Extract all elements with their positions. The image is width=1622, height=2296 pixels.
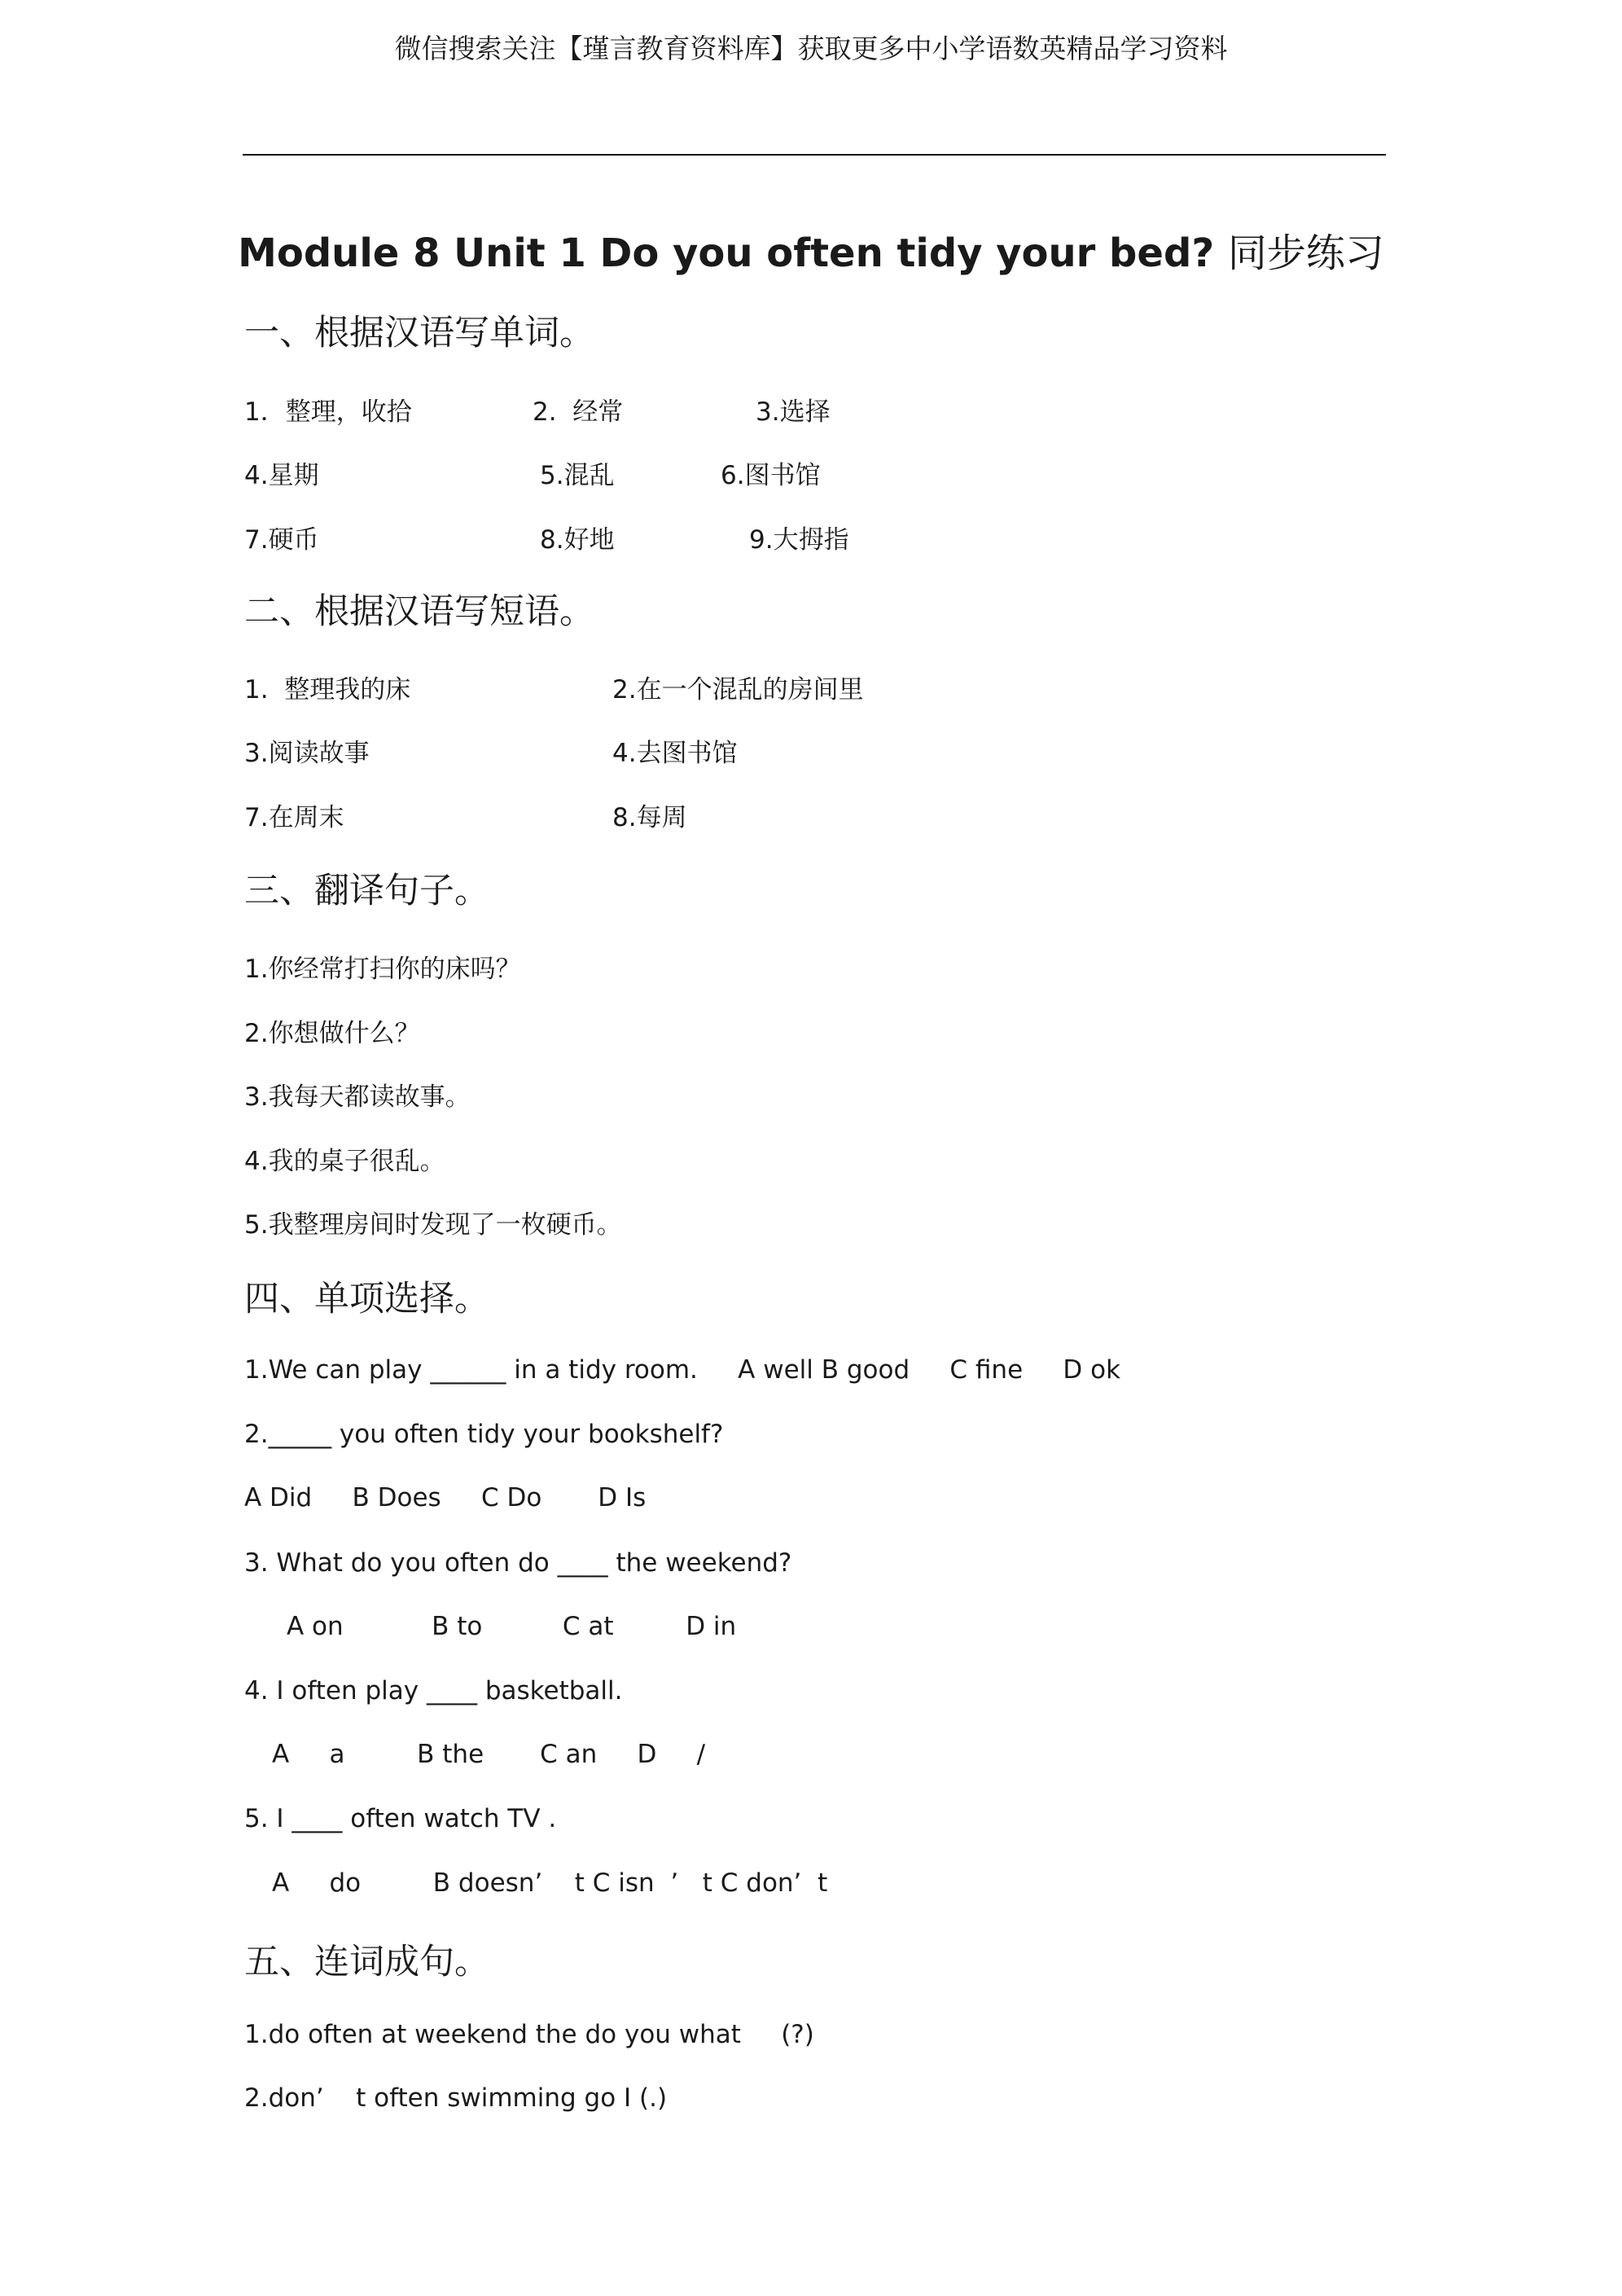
- s4-line-9: A do B doesn’ t C isn ’ t C don’ t: [272, 1868, 828, 1898]
- s1-item-9: 9.大拇指: [749, 525, 849, 555]
- s1-item-2: 2. 经常: [533, 397, 624, 427]
- s2-item-4: 4.去图书馆: [612, 739, 738, 768]
- section-2-heading: 二、根据汉语写短语。: [244, 591, 594, 632]
- section-5-heading: 五、连词成句。: [244, 1942, 489, 1982]
- s1-item-4: 4.星期: [244, 461, 319, 490]
- s5-line-2: 2.don’ t often swimming go I (.): [244, 2083, 668, 2113]
- s5-line-1: 1.do often at weekend the do you what (?): [244, 2020, 814, 2049]
- s4-line-7: A a B the C an D /: [272, 1740, 706, 1769]
- s3-line-4: 4.我的桌子很乱。: [244, 1147, 445, 1176]
- section-4-heading: 四、单项选择。: [244, 1279, 489, 1319]
- s1-item-3: 3.选择: [756, 397, 831, 427]
- s3-line-2: 2.你想做什么？: [244, 1019, 420, 1048]
- section-3-heading: 三、翻译句子。: [244, 871, 489, 911]
- s2-item-1: 1. 整理我的床: [244, 675, 411, 705]
- s1-item-8: 8.好地: [540, 525, 615, 555]
- title-chinese: 同步练习: [1227, 230, 1384, 276]
- s1-item-5: 5.混乱: [540, 461, 615, 490]
- s4-line-1: 1.We can play ______ in a tidy room. A well B good C fine D ok: [244, 1355, 1121, 1385]
- s2-item-2: 2.在一个混乱的房间里: [612, 675, 864, 705]
- s3-line-3: 3.我每天都读故事。: [244, 1082, 471, 1112]
- s2-item-8: 8.每周: [612, 803, 687, 832]
- s4-line-2: 2._____ you often tidy your bookshelf?: [244, 1420, 724, 1449]
- s3-line-1: 1.你经常打扫你的床吗？: [244, 955, 521, 984]
- header-divider: [243, 154, 1386, 156]
- page-header: 微信搜索关注【瑾言教育资料库】获取更多中小学语数英精品学习资料: [394, 33, 1228, 64]
- section-1-heading: 一、根据汉语写单词。: [244, 313, 594, 353]
- s4-line-6: 4. I often play ____ basketball.: [244, 1676, 623, 1706]
- s4-line-5: A on B to C at D in: [287, 1612, 737, 1641]
- title-english: Module 8 Unit 1 Do you often tidy your bed?: [238, 230, 1215, 276]
- s4-line-8: 5. I ____ often watch TV .: [244, 1804, 557, 1833]
- s2-item-3: 3.阅读故事: [244, 739, 370, 768]
- s1-item-1: 1．整理，收拾: [244, 397, 412, 427]
- s2-item-7: 7.在周末: [244, 803, 344, 832]
- s1-item-6: 6.图书馆: [721, 461, 821, 490]
- s4-line-3: A Did B Does C Do D Is: [244, 1483, 647, 1512]
- s4-line-4: 3. What do you often do ____ the weekend?: [244, 1548, 792, 1578]
- page-title: [0, 222, 1622, 278]
- s3-line-5: 5.我整理房间时发现了一枚硬币。: [244, 1210, 622, 1240]
- s1-item-7: 7.硬币: [244, 525, 319, 555]
